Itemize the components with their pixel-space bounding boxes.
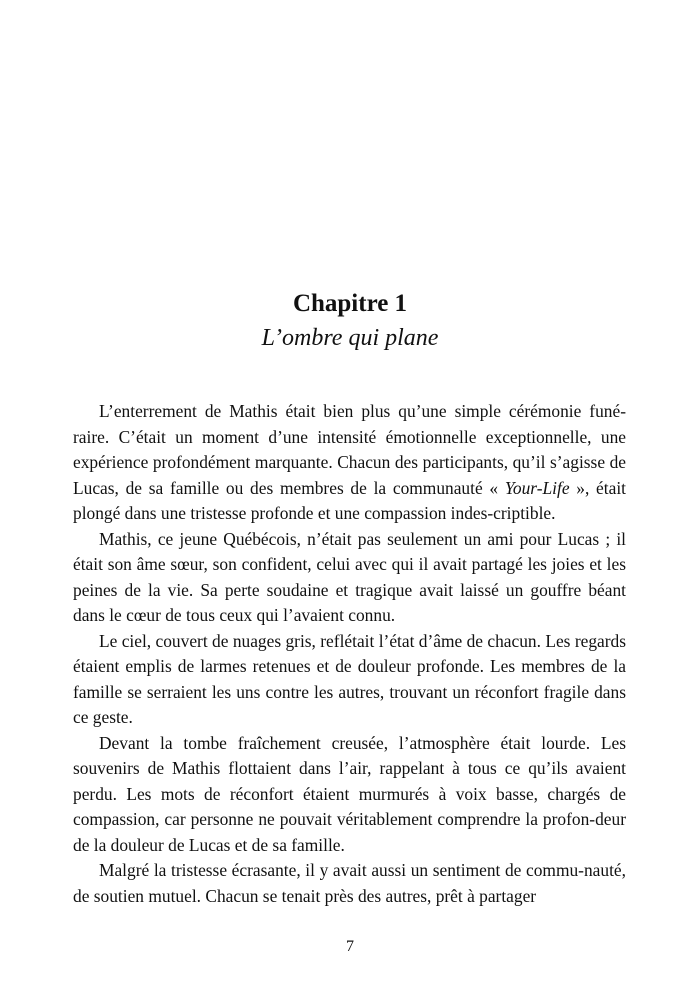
paragraph [73, 527, 626, 629]
paragraph [73, 731, 626, 859]
chapter-subtitle: L’ombre qui plane [261, 325, 439, 351]
paragraph-text: Le ciel, couvert de nuages gris, reflétait l’état d’âme de chacun. Les regards étaient emplis de larmes retenues et de douleur profonde. Les membres de la famille se serraient les uns contre les autres, trouvant un réconfort fragile dans ce geste. [73, 630, 626, 727]
paragraph-text: Mathis, ce jeune Québécois, n’était pas seulement un ami pour Lucas ; il était son âme sœur, son confident, celui avec qui il avait partagé les joies et les peines de la vie. Sa perte soudaine et tragique avait laissé un gouffre béant dans le cœur de tous ceux qui l’avaient connu. [73, 528, 626, 625]
paragraph-text: Malgré la tristesse écrasante, il y avait aussi un sentiment de commu-nauté, de soutien mutuel. Chacun se tenait près des autres, prêt à partager [73, 860, 626, 906]
paragraph-text: Devant la tombe fraîchement creusée, l’atmosphère était lourde. Les souvenirs de Mathis flottaient dans l’air, rappelant à tous ce qu’ils avaient perdu. Les mots de réconfort étaient murmurés à voix basse, chargés de compassion, car personne ne pouvait véritablement comprendre la profon-deur de la douleur de Lucas et de sa famille. [73, 732, 626, 855]
chapter-title: Chapitre 1 [292, 290, 408, 317]
chapter-body [73, 399, 626, 909]
paragraph-text: L’enterrement de Mathis était bien plus qu’une simple cérémonie funé-raire. C’était un moment d’une intensité émotionnelle exceptionnelle, une expérience profondément marquante. Chacun des participants, qu’il s’agisse de Lucas, de sa famille ou des membres de la communauté « [73, 401, 626, 498]
page-number: 7 [346, 938, 354, 955]
paragraph-text: », était plongé dans une tristesse profonde et une compassion indes-criptible. [73, 477, 626, 523]
chapter-heading [0, 287, 700, 355]
paragraph [73, 629, 626, 731]
paragraph [73, 858, 626, 909]
italic-text: Your-Life [504, 477, 570, 498]
paragraph [73, 399, 626, 527]
